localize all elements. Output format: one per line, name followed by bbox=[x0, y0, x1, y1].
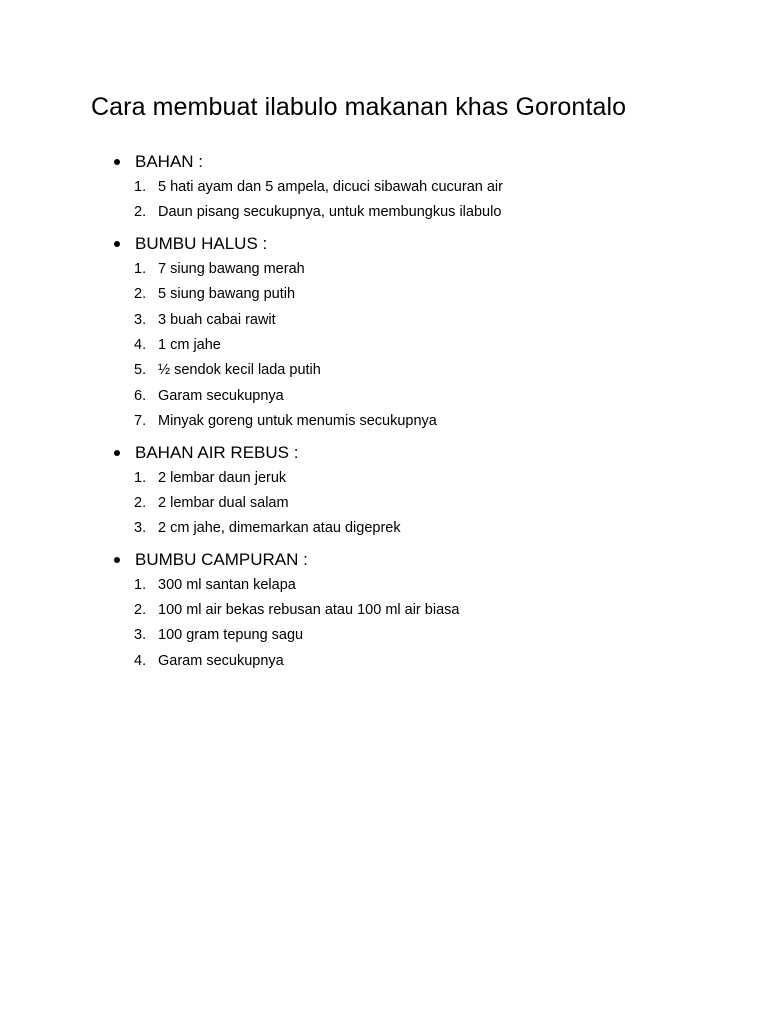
section-heading-label: BAHAN AIR REBUS : bbox=[135, 442, 299, 462]
bullet-icon bbox=[114, 241, 120, 247]
section-heading-label: BUMBU HALUS : bbox=[135, 233, 268, 253]
list-item-text: 5 siung bawang putih bbox=[158, 286, 296, 303]
ingredient-list bbox=[114, 466, 734, 542]
list-item bbox=[114, 598, 734, 623]
list-item-number: 2. bbox=[134, 602, 147, 619]
list-item-text: 5 hati ayam dan 5 ampela, dicuci sibawah cucuran air bbox=[158, 179, 503, 195]
list-item bbox=[114, 384, 734, 409]
list-item-text: Garam secukupnya bbox=[158, 387, 284, 404]
list-item-text: ½ sendok kecil lada putih bbox=[158, 362, 321, 379]
section-bumbu-campuran bbox=[114, 546, 734, 675]
list-item-text: 1 cm jahe bbox=[158, 336, 221, 353]
list-item-text: 3 buah cabai rawit bbox=[158, 311, 276, 328]
list-item bbox=[114, 623, 734, 648]
section-bumbu-halus bbox=[114, 230, 734, 435]
list-item-text: 7 siung bawang merah bbox=[158, 260, 305, 277]
list-item bbox=[114, 358, 734, 383]
section-heading bbox=[114, 148, 734, 175]
list-item-number: 1. bbox=[134, 179, 147, 195]
section-heading-label: BAHAN : bbox=[135, 152, 204, 171]
document-title: Cara membuat ilabulo makanan khas Gorontalo bbox=[91, 93, 627, 121]
list-item-text: Daun pisang secukupnya, untuk membungkus ilabulo bbox=[158, 204, 502, 221]
list-item-number: 3. bbox=[134, 627, 147, 644]
ingredient-list bbox=[114, 257, 734, 435]
section-heading bbox=[114, 546, 734, 573]
ingredient-list bbox=[114, 573, 734, 675]
list-item bbox=[114, 175, 734, 200]
list-item-text: 2 lembar dual salam bbox=[158, 494, 289, 511]
bullet-icon bbox=[114, 557, 120, 563]
list-item-number: 4. bbox=[134, 652, 147, 669]
section-heading-label: BUMBU CAMPURAN : bbox=[135, 549, 308, 569]
list-item-text: 100 ml air bekas rebusan atau 100 ml air biasa bbox=[158, 602, 460, 619]
list-item-number: 5. bbox=[134, 362, 147, 379]
bullet-icon bbox=[114, 450, 120, 456]
list-item-number: 2. bbox=[134, 204, 147, 221]
list-item-number: 2. bbox=[134, 494, 147, 511]
list-item-number: 1. bbox=[134, 260, 147, 277]
list-item bbox=[114, 257, 734, 282]
list-item bbox=[114, 409, 734, 434]
list-item-number: 3. bbox=[134, 520, 147, 537]
list-item bbox=[114, 573, 734, 598]
list-item bbox=[114, 282, 734, 307]
list-item bbox=[114, 333, 734, 358]
list-item bbox=[114, 516, 734, 541]
list-item bbox=[114, 308, 734, 333]
list-item-number: 6. bbox=[134, 387, 147, 404]
ingredient-list bbox=[114, 175, 734, 226]
list-item-text: Garam secukupnya bbox=[158, 652, 284, 669]
section-heading bbox=[114, 230, 734, 257]
list-item-number: 1. bbox=[134, 576, 147, 593]
list-item-number: 1. bbox=[134, 469, 147, 486]
list-item bbox=[114, 466, 734, 491]
list-item bbox=[114, 200, 734, 225]
list-item-text: 2 cm jahe, dimemarkan atau digeprek bbox=[158, 520, 401, 537]
list-item-text: 300 ml santan kelapa bbox=[158, 576, 296, 593]
list-item-number: 2. bbox=[134, 286, 147, 303]
list-item-number: 4. bbox=[134, 336, 147, 353]
list-item-text: 2 lembar daun jeruk bbox=[158, 469, 287, 486]
section-bahan bbox=[114, 148, 734, 226]
bullet-icon bbox=[114, 159, 120, 165]
list-item-number: 3. bbox=[134, 311, 147, 328]
list-item bbox=[114, 649, 734, 674]
section-heading bbox=[114, 439, 734, 466]
section-bahan-air-rebus bbox=[114, 439, 734, 542]
list-item-number: 7. bbox=[134, 413, 147, 430]
list-item-text: Minyak goreng untuk menumis secukupnya bbox=[158, 413, 437, 430]
list-item-text: 100 gram tepung sagu bbox=[158, 627, 304, 644]
list-item bbox=[114, 491, 734, 516]
recipe-sections bbox=[114, 148, 734, 678]
